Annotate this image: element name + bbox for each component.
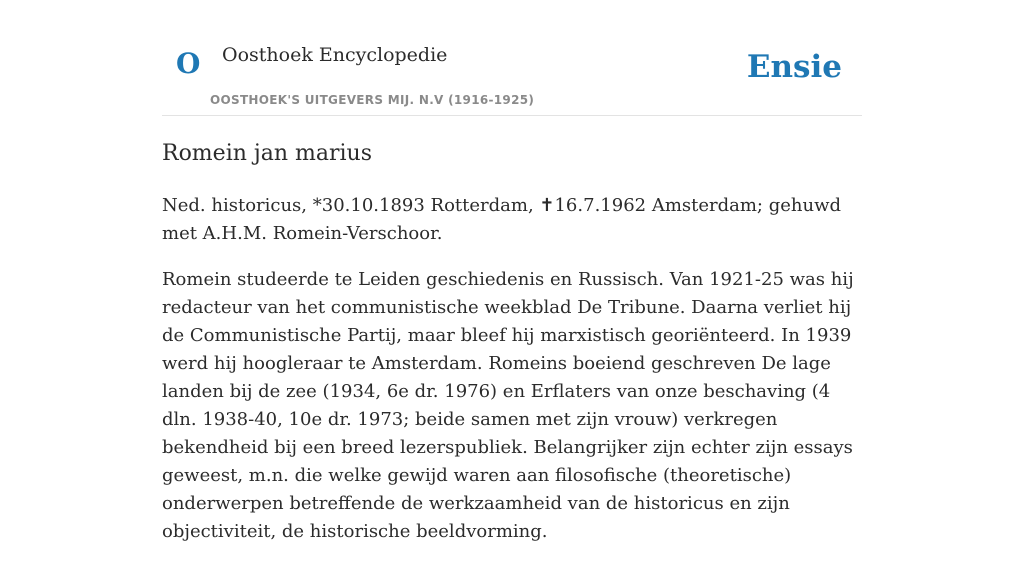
logo-mark[interactable]: O <box>176 47 201 80</box>
article-paragraph: Romein studeerde te Leiden geschiedenis en Russisch. Van 1921-25 was hij redacteur van het communistische weekblad De Tribune. Daarna verliet hij de Communistische Partij, maar bleef hij marxistisch georiënteerd. In 1939 werd hij hoogleraar te Amsterdam. Romeins boeiend geschreven De lage landen bij de zee (1934, 6e dr. 1976) en Erflaters van onze beschaving (4 dln. 1938-40, 10e dr. 1973; beide samen met zijn vrouw) verkregen bekendheid bij een breed lezerspubliek. Belangrijker zijn echter zijn essays geweest, m.n. die welke gewijd waren aan filosofische (theoretische) onderwerpen betreffende de werkzaamheid van de historicus en zijn objectiviteit, de historische beeldvorming. <box>162 269 854 542</box>
publisher-label: OOSTHOEK'S UITGEVERS MIJ. N.V (1916-1925) <box>210 93 535 107</box>
article <box>162 138 862 564</box>
article-paragraph: Ned. historicus, *30.10.1893 Rotterdam, ✝16.7.1962 Amsterdam; gehuwd met A.H.M. Romein-Verschoor. <box>162 195 842 244</box>
site-title-link[interactable]: Oosthoek Encyclopedie <box>222 44 448 66</box>
article-title: Romein jan marius <box>162 141 372 166</box>
site-header <box>162 0 862 116</box>
ensie-brand-link[interactable]: Ensie <box>746 49 842 85</box>
